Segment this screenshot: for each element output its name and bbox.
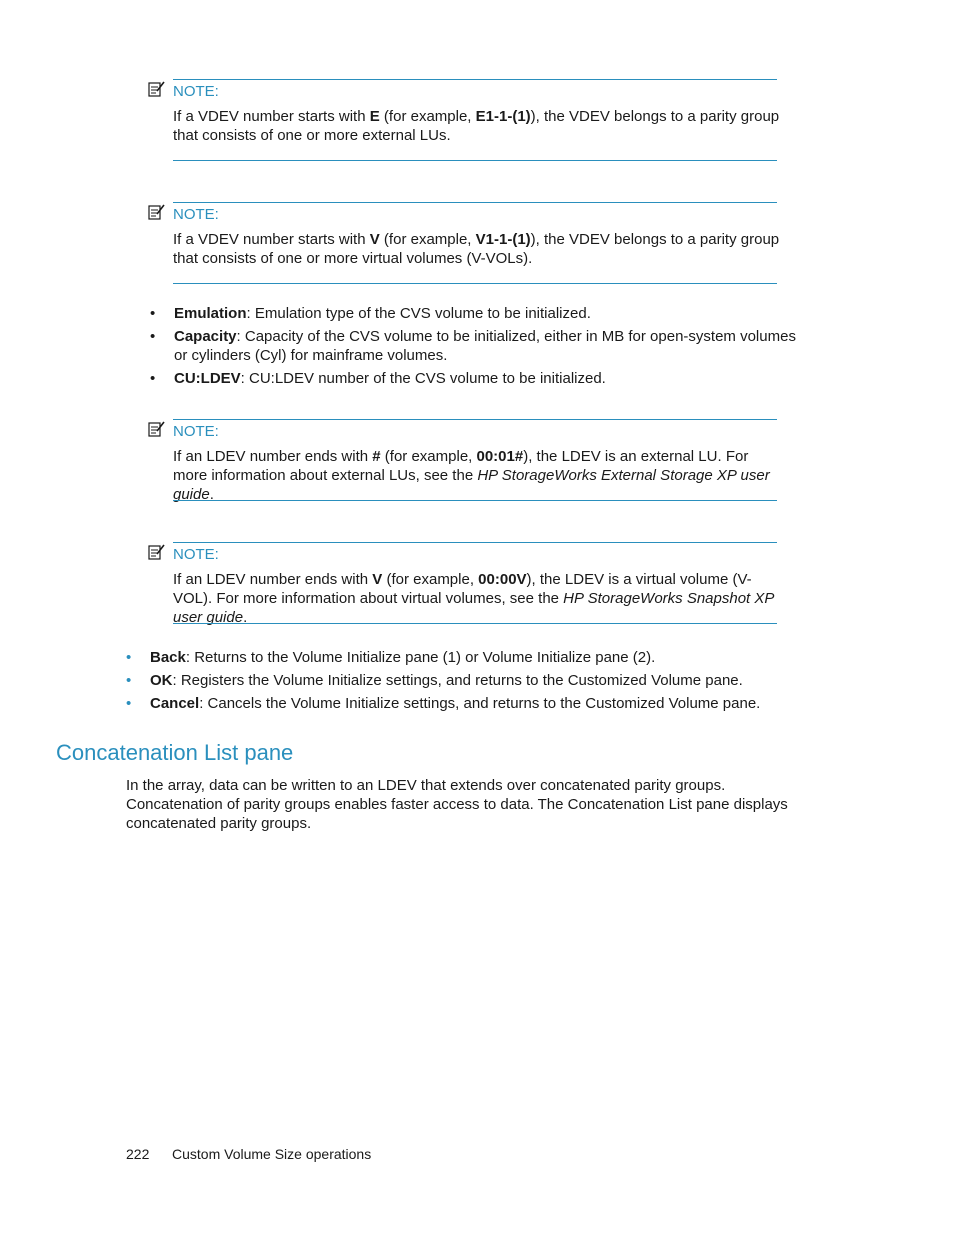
list-item-term: CU:LDEV bbox=[174, 370, 241, 387]
note-text-run: . bbox=[209, 486, 214, 503]
bold-text: 00:00V bbox=[478, 571, 527, 588]
note-label: NOTE: bbox=[173, 83, 219, 100]
note-icon bbox=[148, 204, 165, 220]
bold-text: V1-1-(1) bbox=[475, 231, 531, 248]
italic-text: HP StorageWorks Snapshot XP user guide bbox=[173, 590, 774, 626]
note-label: NOTE: bbox=[173, 206, 219, 223]
bullet-icon: • bbox=[126, 649, 132, 666]
list-item-text: : Cancels the Volume Initialize settings, and returns to the Customized Volume pane. bbox=[199, 695, 761, 712]
note-text-run: If a VDEV number starts with bbox=[173, 231, 370, 248]
bullet-icon: • bbox=[150, 370, 156, 387]
note-text-run: ), the VDEV belongs to a parity group that consists of one or more virtual volumes (V-VOLs). bbox=[173, 231, 780, 267]
list-item-term: Capacity bbox=[174, 328, 237, 345]
note-text-run: . bbox=[243, 609, 248, 626]
button-description-list bbox=[126, 648, 806, 717]
note-text-run: ), the LDEV is a virtual volume (V-VOL). For more information about virtual volumes, see the bbox=[173, 571, 752, 607]
list-item bbox=[150, 369, 810, 388]
bullet-icon: • bbox=[150, 305, 156, 322]
note-2 bbox=[148, 202, 778, 284]
bold-text: V bbox=[369, 231, 380, 248]
note-1 bbox=[148, 79, 778, 161]
note-text-run: If an LDEV number ends with bbox=[173, 448, 373, 465]
section-paragraph: In the array, data can be written to an LDEV that extends over concatenated parity groups. Concatenation of parity groups enables faster access to data. The Concatenation List pane displays concatenated parity groups. bbox=[126, 777, 788, 832]
list-item-term: Emulation bbox=[174, 305, 247, 322]
note-text-run: (for example, bbox=[380, 448, 477, 465]
list-item bbox=[126, 671, 806, 690]
chapter-title: Custom Volume Size operations bbox=[172, 1146, 372, 1162]
note-icon bbox=[148, 421, 165, 437]
note-text bbox=[173, 107, 783, 145]
field-description-list bbox=[150, 304, 810, 392]
note-4 bbox=[148, 542, 778, 624]
note-text-run: If a VDEV number starts with bbox=[173, 108, 370, 125]
note-icon bbox=[148, 544, 165, 560]
note-text bbox=[173, 570, 783, 627]
note-3 bbox=[148, 419, 778, 501]
list-item-term: Back bbox=[150, 649, 186, 666]
list-item bbox=[150, 304, 810, 323]
list-item-text: : Registers the Volume Initialize settings, and returns to the Customized Volume pane. bbox=[172, 672, 743, 689]
list-item bbox=[150, 327, 810, 365]
list-item bbox=[126, 648, 806, 667]
note-text-run: (for example, bbox=[382, 571, 479, 588]
bold-text: E1-1-(1) bbox=[475, 108, 531, 125]
bullet-icon: • bbox=[126, 695, 132, 712]
bold-text: V bbox=[372, 571, 383, 588]
list-item-text: : CU:LDEV number of the CVS volume to be initialized. bbox=[240, 370, 606, 387]
bold-text: E bbox=[369, 108, 380, 125]
list-item-text: : Emulation type of the CVS volume to be initialized. bbox=[246, 305, 591, 322]
note-label: NOTE: bbox=[173, 546, 219, 563]
note-text-run: (for example, bbox=[379, 231, 476, 248]
page-number: 222 bbox=[126, 1146, 150, 1162]
bold-text: 00:01# bbox=[476, 448, 524, 465]
list-item-term: OK bbox=[150, 672, 173, 689]
note-text-run: If an LDEV number ends with bbox=[173, 571, 373, 588]
list-item bbox=[126, 694, 806, 713]
note-text-run: (for example, bbox=[379, 108, 476, 125]
italic-text: HP StorageWorks External Storage XP user guide bbox=[173, 467, 770, 503]
note-label: NOTE: bbox=[173, 423, 219, 440]
bold-text: # bbox=[372, 448, 381, 465]
note-text bbox=[173, 447, 783, 504]
bullet-icon: • bbox=[126, 672, 132, 689]
list-item-text: : Returns to the Volume Initialize pane (1) or Volume Initialize pane (2). bbox=[185, 649, 656, 666]
list-item-term: Cancel bbox=[150, 695, 200, 712]
note-icon bbox=[148, 81, 165, 97]
page-footer bbox=[126, 1145, 371, 1164]
section-heading: Concatenation List pane bbox=[56, 740, 294, 765]
note-text-run: ), the VDEV belongs to a parity group that consists of one or more external LUs. bbox=[173, 108, 780, 144]
note-text-run: ), the LDEV is an external LU. For more information about external LUs, see the bbox=[173, 448, 749, 484]
note-text bbox=[173, 230, 783, 268]
bullet-icon: • bbox=[150, 328, 156, 345]
list-item-text: : Capacity of the CVS volume to be initialized, either in MB for open-system volumes or cylinders (Cyl) for mainframe volumes. bbox=[174, 328, 796, 364]
